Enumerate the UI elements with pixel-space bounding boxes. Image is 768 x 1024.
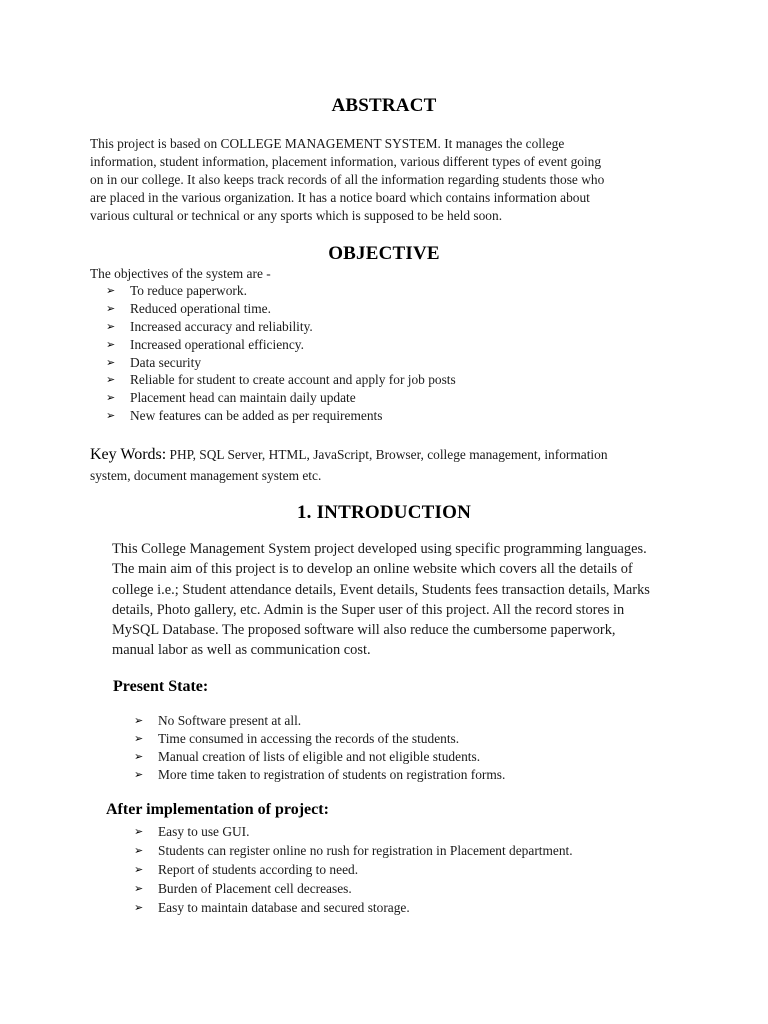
introduction-paragraph bbox=[112, 539, 712, 661]
arrow-bullet-icon: ➢ bbox=[106, 301, 116, 315]
introduction-line: college i.e.; Student attendance details, Event details, Students fees transaction details, Marks bbox=[112, 581, 650, 598]
list-item-text: Placement head can maintain daily update bbox=[130, 390, 356, 406]
list-item-text: Increased operational efficiency. bbox=[130, 336, 304, 352]
keywords-text: PHP, SQL Server, HTML, JavaScript, Browser, college management, information bbox=[166, 447, 608, 462]
arrow-bullet-icon: ➢ bbox=[134, 844, 144, 857]
abstract-heading: ABSTRACT bbox=[331, 95, 437, 116]
arrow-bullet-icon: ➢ bbox=[106, 337, 116, 351]
keywords-label: Key Words: bbox=[90, 446, 167, 463]
arrow-bullet-icon: ➢ bbox=[106, 284, 116, 297]
arrow-bullet-icon: ➢ bbox=[134, 767, 144, 781]
list-item-text: Manual creation of lists of eligible and not eligible students. bbox=[158, 748, 481, 764]
arrow-bullet-icon: ➢ bbox=[134, 825, 144, 838]
introduction-heading: 1. INTRODUCTION bbox=[296, 502, 472, 523]
list-item-text: Report of students according to need. bbox=[158, 862, 359, 877]
list-item-text: Increased accuracy and reliability. bbox=[130, 318, 313, 334]
abstract-paragraph bbox=[90, 135, 690, 225]
arrow-bullet-icon: ➢ bbox=[134, 749, 144, 763]
keywords-line bbox=[90, 444, 690, 465]
introduction-line: The main aim of this project is to develop an online website which covers all the details of bbox=[112, 561, 633, 578]
objective-intro: The objectives of the system are - bbox=[90, 266, 271, 281]
introduction-line: details, Photo gallery, etc. Admin is the Super user of this project. All the record stores in bbox=[112, 601, 625, 618]
arrow-bullet-icon: ➢ bbox=[106, 355, 116, 369]
list-item-text: More time taken to registration of students on registration forms. bbox=[158, 766, 506, 782]
keywords-paragraph bbox=[90, 444, 690, 486]
list-item-text: Reliable for student to create account and apply for job posts bbox=[130, 372, 456, 388]
arrow-bullet-icon: ➢ bbox=[134, 882, 144, 895]
abstract-line: various cultural or technical or any sports which is supposed to be held soon. bbox=[90, 208, 503, 223]
list-item-text: No Software present at all. bbox=[158, 713, 302, 728]
abstract-line: are placed in the various organization. It has a notice board which contains information about bbox=[90, 190, 590, 205]
arrow-bullet-icon: ➢ bbox=[106, 373, 116, 387]
list-item-text: Easy to use GUI. bbox=[158, 824, 250, 839]
list-item-text: Reduced operational time. bbox=[130, 300, 271, 316]
introduction-line: This College Management System project developed using specific programming languages. bbox=[112, 541, 647, 557]
list-item-text: Data security bbox=[130, 354, 202, 370]
introduction-line: manual labor as well as communication cost. bbox=[112, 642, 371, 659]
list-item-text: Students can register online no rush for registration in Placement department. bbox=[158, 843, 573, 858]
list-item-text: Time consumed in accessing the records of the students. bbox=[158, 730, 460, 746]
abstract-line: on in our college. It also keeps track records of all the information regarding students those who bbox=[90, 172, 605, 187]
arrow-bullet-icon: ➢ bbox=[106, 319, 116, 333]
present-state-heading: Present State: bbox=[113, 678, 209, 695]
objective-heading: OBJECTIVE bbox=[328, 243, 440, 264]
abstract-line: information, student information, placement information, various different types of event going bbox=[90, 154, 602, 169]
introduction-line: MySQL Database. The proposed software will also reduce the cumbersome paperwork, bbox=[112, 622, 616, 639]
arrow-bullet-icon: ➢ bbox=[106, 409, 116, 423]
list-item-text: To reduce paperwork. bbox=[130, 283, 247, 298]
list-item-text: New features can be added as per requirements bbox=[130, 408, 383, 424]
arrow-bullet-icon: ➢ bbox=[134, 863, 144, 876]
after-implementation-heading: After implementation of project: bbox=[106, 801, 329, 818]
arrow-bullet-icon: ➢ bbox=[134, 714, 144, 727]
list-item-text: Easy to maintain database and secured storage. bbox=[158, 900, 410, 915]
list-item-text: Burden of Placement cell decreases. bbox=[158, 881, 352, 896]
keywords-line: system, document management system etc. bbox=[90, 468, 322, 483]
arrow-bullet-icon: ➢ bbox=[106, 391, 116, 405]
abstract-line: This project is based on COLLEGE MANAGEMENT SYSTEM. It manages the college bbox=[90, 136, 565, 151]
arrow-bullet-icon: ➢ bbox=[134, 901, 144, 914]
arrow-bullet-icon: ➢ bbox=[134, 731, 144, 745]
